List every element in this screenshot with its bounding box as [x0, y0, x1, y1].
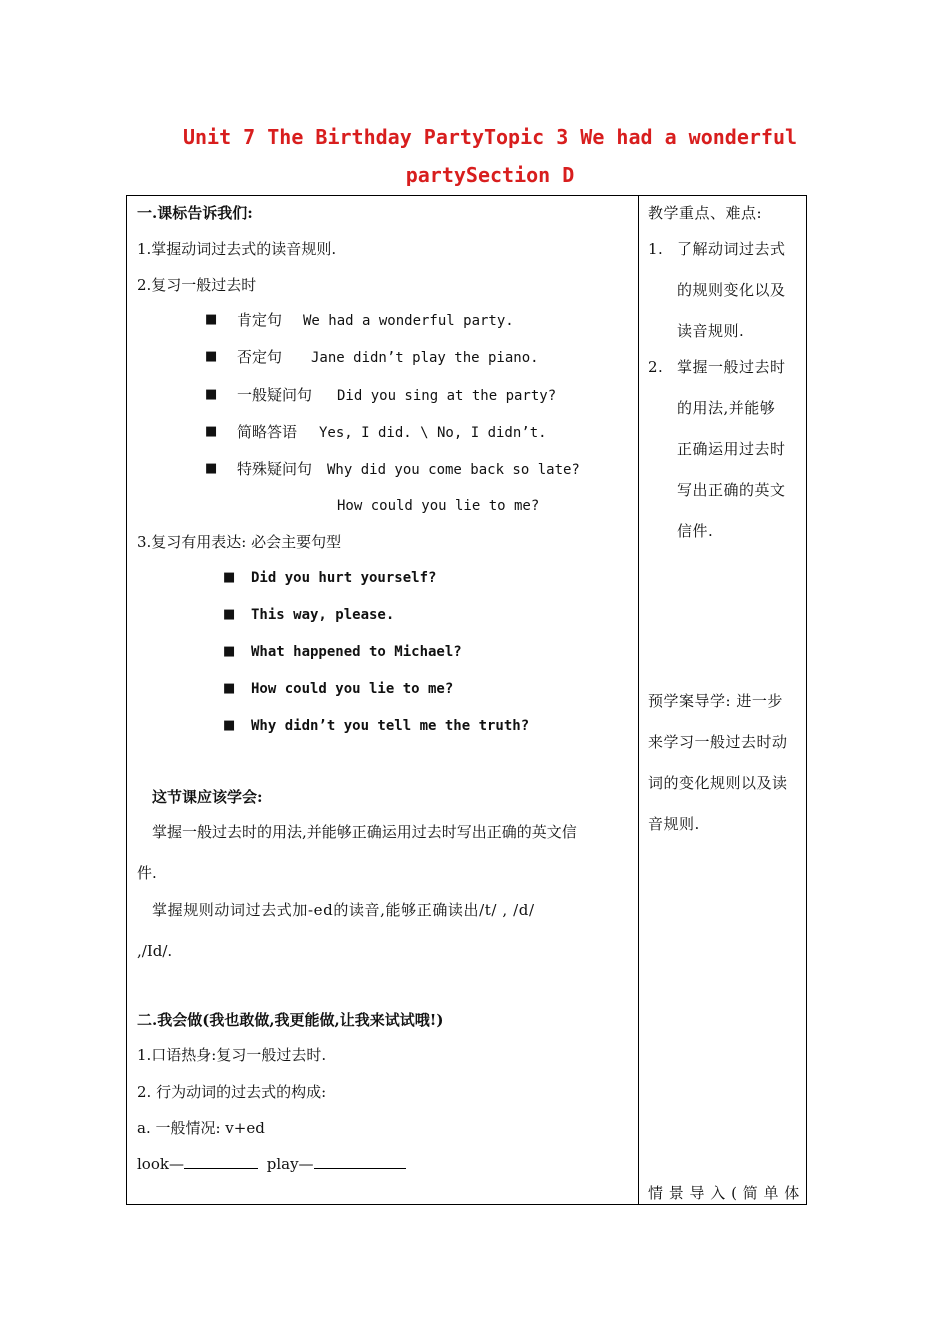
objective-1: 1.掌握动词过去式的读音规则. [137, 240, 337, 258]
form-example: Why did you come back so late? [327, 462, 580, 478]
title-line-1: Unit 7 The Birthday PartyTopic 3 We had a wonderful [182, 125, 798, 149]
objective-3: 3.复习有用表达: 必会主要句型 [137, 533, 342, 551]
learn-heading: 这节课应该学会: [152, 788, 263, 806]
scene-intro-line: 情 景 导 入 ( 简 单 体 [648, 1184, 800, 1202]
learn-goal-1: 掌握一般过去时的用法,并能够正确运用过去时写出正确的英文信 [152, 823, 577, 841]
learn-goal-2-cont: ,/Id/. [137, 942, 173, 960]
bullet-icon: ■ [205, 312, 218, 327]
bullet-icon: ■ [205, 461, 218, 476]
key-points-heading: 教学重点、难点: [648, 204, 763, 222]
section2-item-1: 1.口语热身:复习一般过去时. [137, 1046, 327, 1064]
key-point-2-line: 信件. [677, 522, 714, 540]
key-point-1-line: 的规则变化以及 [677, 281, 786, 299]
form-example: Jane didn’t play the piano. [311, 350, 539, 366]
expression-item: This way, please. [251, 607, 395, 623]
form-label: 简略答语 [237, 423, 298, 441]
bullet-icon: ■ [223, 681, 236, 696]
exercise-look-label: look— [137, 1155, 184, 1173]
form-label: 一般疑问句 [237, 386, 313, 404]
form-example-extra: How could you lie to me? [337, 498, 540, 514]
preview-line: 词的变化规则以及读 [648, 774, 788, 792]
bullet-icon: ■ [223, 570, 236, 585]
look-answer-blank[interactable] [184, 1154, 258, 1169]
bullet-icon: ■ [205, 387, 218, 402]
section2-rule-a: a. 一般情况: v+ed [137, 1119, 265, 1137]
preview-line: 来学习一般过去时动 [648, 733, 788, 751]
key-point-1-line: 读音规则. [677, 322, 745, 340]
expression-item: What happened to Michael? [251, 644, 462, 660]
learn-goal-1-cont: 件. [137, 864, 157, 882]
key-point-1-line: 了解动词过去式 [677, 240, 786, 258]
key-point-2-line: 写出正确的英文 [677, 481, 786, 499]
form-label: 肯定句 [237, 311, 283, 329]
form-example: We had a wonderful party. [303, 313, 514, 329]
play-answer-blank[interactable] [314, 1154, 406, 1169]
form-example: Yes, I did. \ No, I didn’t. [319, 425, 547, 441]
expression-item: Why didn’t you tell me the truth? [251, 718, 530, 734]
bullet-icon: ■ [223, 607, 236, 622]
preview-line: 音规则. [648, 815, 700, 833]
lesson-table [126, 195, 807, 1205]
objective-2: 2.复习一般过去时 [137, 276, 257, 294]
key-point-2-number: 2. [648, 358, 664, 376]
bullet-icon: ■ [223, 718, 236, 733]
title-line-2: partySection D [405, 163, 575, 187]
bullet-icon: ■ [205, 349, 218, 364]
key-point-2-line: 掌握一般过去时 [677, 358, 786, 376]
bullet-icon: ■ [205, 424, 218, 439]
bullet-icon: ■ [223, 644, 236, 659]
key-point-2-line: 的用法,并能够 [677, 399, 776, 417]
exercise-line [137, 1154, 406, 1174]
section2-heading: 二.我会做(我也敢做,我更能做,让我来试试哦!) [137, 1011, 444, 1029]
section2-item-2: 2. 行为动词的过去式的构成: [137, 1083, 327, 1101]
expression-item: How could you lie to me? [251, 681, 454, 697]
expression-item: Did you hurt yourself? [251, 570, 437, 586]
section1-heading: 一.课标告诉我们: [137, 204, 253, 222]
column-divider [638, 196, 639, 1204]
exercise-play-label: play— [266, 1155, 314, 1173]
form-example: Did you sing at the party? [337, 388, 557, 404]
key-point-1-number: 1. [648, 240, 664, 258]
form-label: 特殊疑问句 [237, 460, 313, 478]
document-title [170, 118, 810, 194]
key-point-2-line: 正确运用过去时 [677, 440, 786, 458]
preview-line: 预学案导学: 进一步 [648, 692, 783, 710]
form-label: 否定句 [237, 348, 283, 366]
learn-goal-2: 掌握规则动词过去式加-ed的读音,能够正确读出/t/ , /d/ [152, 901, 535, 919]
